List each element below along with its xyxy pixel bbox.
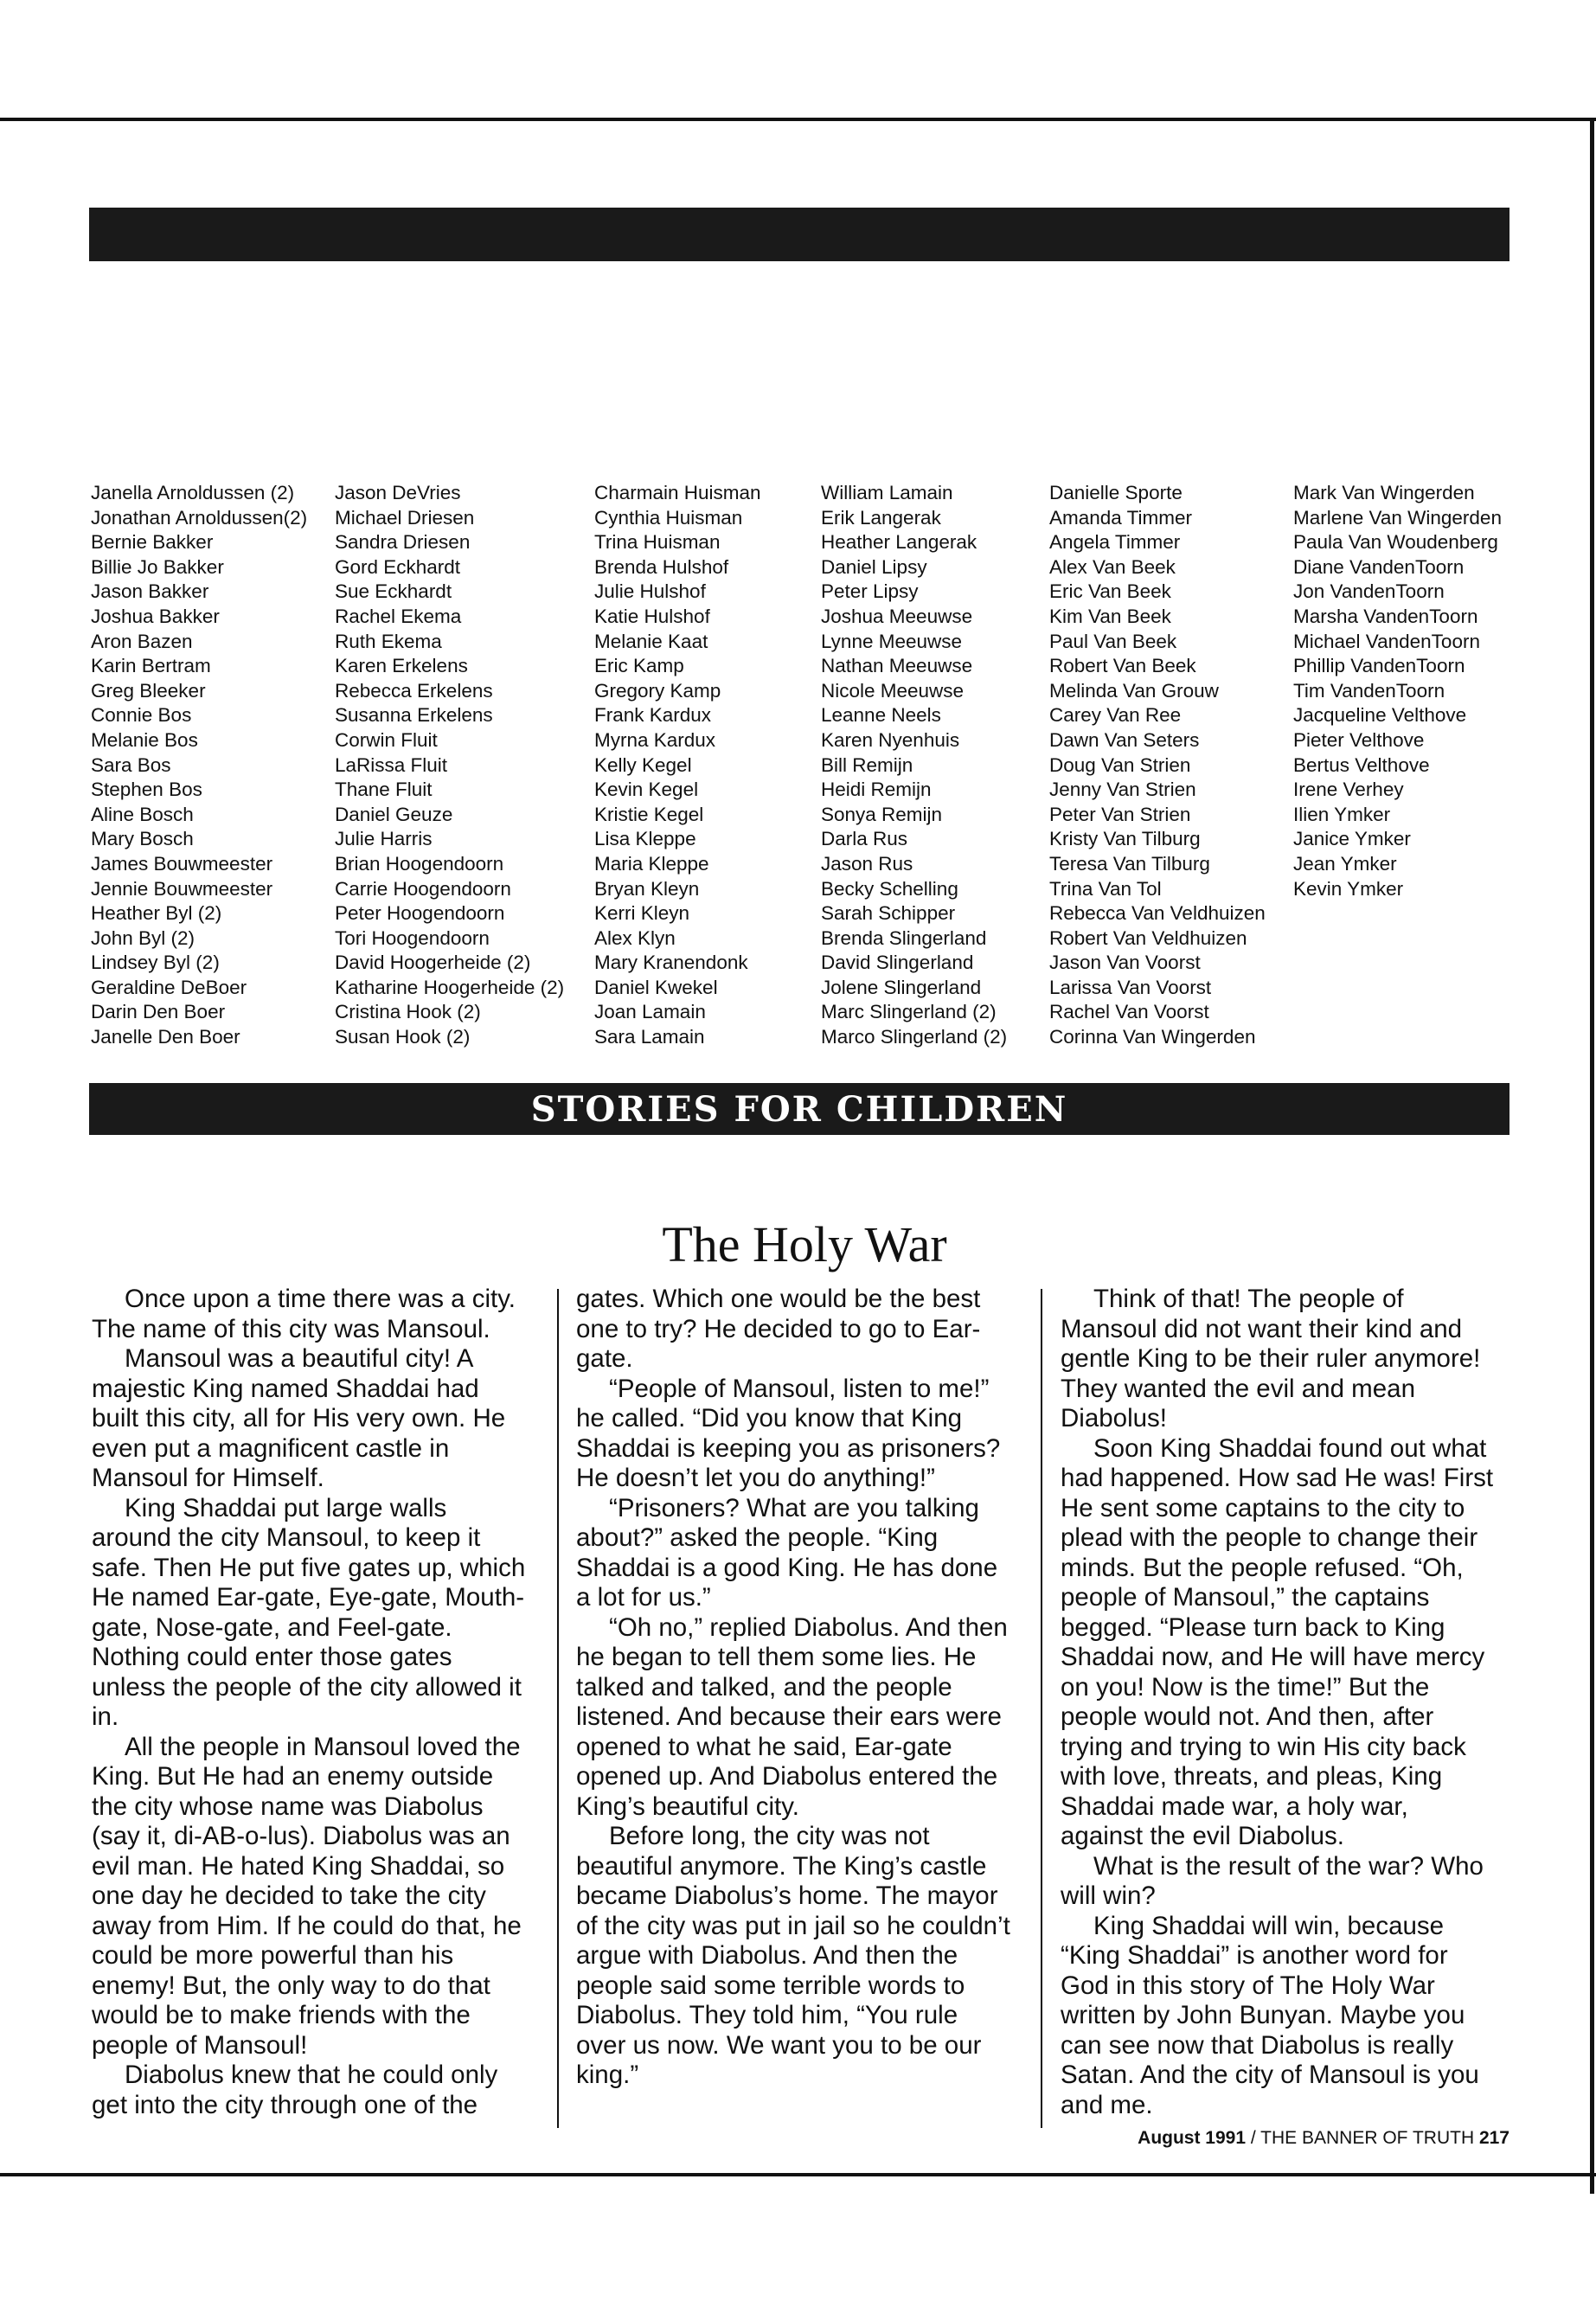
name-entry: Janella Arnoldussen (2) [91, 482, 295, 503]
name-entry: LaRissa Fluit [335, 753, 448, 776]
name-entry: Daniel Kwekel [594, 976, 718, 998]
name-entry: Carey Van Ree [1049, 704, 1182, 727]
name-entry: Doug Van Strien [1049, 753, 1191, 776]
name-entry: Michael VandenToorn [1293, 630, 1480, 652]
name-entry: Mary Bosch [91, 828, 194, 850]
name-entry: Lynne Meeuwse [821, 630, 963, 652]
name-entry: Janelle Den Boer [91, 1026, 240, 1048]
name-entry: Alex Van Beek [1049, 555, 1176, 578]
story-paragraph: Think of that! The people of Mansoul did not want their kind and gentle King to be their ruler anymore! They wanted the evil and mean Diabolus! [1061, 1285, 1481, 1433]
story-paragraph: Before long, the city was not beautiful anymore. The King’s castle became Diabolus’s home. The mayor of the city was put in jail so he couldn’t argue with Diabolus. And then the people said some terrible words to Diabolus. They told him, “You rule over us now. We want you to be our king.” [576, 1822, 1010, 2089]
header-bar [89, 208, 1509, 261]
name-entry: Danielle Sporte [1049, 482, 1183, 503]
name-entry: Darin Den Boer [91, 1001, 226, 1023]
name-entry: Brian Hoogendoorn [335, 852, 504, 875]
name-entry: Geraldine DeBoer [91, 976, 247, 998]
name-entry: Bill Remijn [821, 753, 913, 776]
name-entry: Phillip VandenToorn [1293, 655, 1465, 677]
name-entry: Gregory Kamp [594, 679, 721, 702]
name-entry: Karin Bertram [91, 655, 211, 677]
name-entry: Karen Nyenhuis [821, 728, 960, 751]
name-entry: James Bouwmeester [91, 852, 273, 875]
name-entry: Carrie Hoogendoorn [335, 877, 511, 900]
names-list [91, 481, 1527, 1061]
name-entry: Mary Kranendonk [594, 952, 748, 974]
story-column-1 [92, 1285, 529, 2120]
name-entry: Sara Lamain [594, 1026, 705, 1048]
name-entry: Daniel Lipsy [821, 555, 927, 578]
name-entry: Amanda Timmer [1049, 506, 1193, 529]
name-entry: Melinda Van Grouw [1049, 679, 1219, 702]
name-entry: Ruth Ekema [335, 630, 442, 652]
name-entry: Cristina Hook (2) [335, 1001, 481, 1023]
names-column-2 [335, 481, 564, 1050]
name-entry: Jacqueline Velthove [1293, 704, 1467, 727]
name-entry: Sarah Schipper [821, 902, 956, 925]
name-entry: Brenda Hulshof [594, 555, 729, 578]
name-entry: Melanie Bos [91, 728, 198, 751]
name-entry: Kevin Ymker [1293, 877, 1404, 900]
story-paragraph: gates. Which one would be the best one to try? He decided to go to Ear-gate. [576, 1285, 981, 1373]
name-entry: Melanie Kaat [594, 630, 708, 652]
name-entry: Tori Hoogendoorn [335, 926, 490, 949]
name-entry: Maria Kleppe [594, 852, 709, 875]
name-entry: Larissa Van Voorst [1049, 976, 1212, 998]
story-paragraph: Diabolus knew that he could only get into the city through one of the [92, 2061, 498, 2119]
name-entry: Brenda Slingerland [821, 926, 987, 949]
name-entry: Angela Timmer [1049, 531, 1181, 554]
bottom-rule [0, 2173, 1596, 2176]
name-entry: Jason Bakker [91, 580, 209, 603]
name-entry: Joshua Bakker [91, 605, 220, 627]
name-entry: Corinna Van Wingerden [1049, 1026, 1256, 1048]
name-entry: Teresa Van Tilburg [1049, 852, 1210, 875]
name-entry: Stephen Bos [91, 779, 202, 801]
name-entry: Bertus Velthove [1293, 753, 1430, 776]
story-paragraph: What is the result of the war? Who will win? [1061, 1851, 1484, 1910]
name-entry: Jason Rus [821, 852, 913, 875]
name-entry: Gord Eckhardt [335, 555, 461, 578]
name-entry: Rachel Ekema [335, 605, 462, 627]
story-paragraph: Mansoul was a beautiful city! A majestic King named Shaddai had built this city, all for His very own. He even put a magnificent castle in Mansoul for Himself. [92, 1344, 506, 1492]
name-entry: Kevin Kegel [594, 779, 699, 801]
name-entry: Robert Van Beek [1049, 655, 1196, 677]
name-entry: Paul Van Beek [1049, 630, 1177, 652]
footer-publication: / THE BANNER OF TRUTH [1246, 2128, 1479, 2148]
name-entry: Eric Van Beek [1049, 580, 1171, 603]
name-entry: Paula Van Woudenberg [1293, 531, 1498, 554]
name-entry: Kristie Kegel [594, 803, 704, 825]
name-entry: Kristy Van Tilburg [1049, 828, 1201, 850]
story-title: The Holy War [662, 1216, 947, 1272]
footer-date: August 1991 [1138, 2128, 1247, 2148]
name-entry: Sandra Driesen [335, 531, 471, 554]
story-paragraph: King Shaddai will win, because “King Shaddai” is another word for God in this story of The Holy War written by John Bunyan. Maybe you can see now that Diabolus is really Satan. And the city of Mansoul is you and me. [1061, 1911, 1479, 2119]
name-entry: Susan Hook (2) [335, 1026, 471, 1048]
name-entry: Jason Van Voorst [1049, 952, 1201, 974]
name-entry: Heather Langerak [821, 531, 977, 554]
name-entry: John Byl (2) [91, 926, 195, 949]
name-entry: Eric Kamp [594, 655, 684, 677]
name-entry: Erik Langerak [821, 506, 941, 529]
name-entry: David Slingerland [821, 952, 974, 974]
name-entry: Jenny Van Strien [1049, 779, 1196, 801]
name-entry: Darla Rus [821, 828, 908, 850]
column-divider [1041, 1289, 1042, 2128]
name-entry: Katie Hulshof [594, 605, 710, 627]
name-entry: Diane VandenToorn [1293, 555, 1465, 578]
name-entry: Bernie Bakker [91, 531, 214, 554]
name-entry: Nicole Meeuwse [821, 679, 965, 702]
story-paragraph: “Oh no,” replied Diabolus. And then he began to tell them some lies. He talked and talked, and the people listened. And because their ears were opened to what he said, Ear-gate opened up. And Diabolus entered the King’s beautiful city. [576, 1612, 1008, 1821]
name-entry: Kelly Kegel [594, 753, 692, 776]
name-entry: Sue Eckhardt [335, 580, 452, 603]
name-entry: Joan Lamain [594, 1001, 706, 1023]
name-entry: Tim VandenToorn [1293, 679, 1445, 702]
right-rule [1590, 118, 1594, 2194]
name-entry: Bryan Kleyn [594, 877, 700, 900]
section-title: STORIES FOR CHILDREN [530, 1088, 1068, 1130]
name-entry: Jennie Bouwmeester [91, 877, 273, 900]
name-entry: Cynthia Huisman [594, 506, 743, 529]
name-entry: Corwin Fluit [335, 728, 438, 751]
names-column-6 [1293, 481, 1502, 901]
name-entry: Jean Ymker [1293, 852, 1397, 875]
story-paragraph: “People of Mansoul, listen to me!” he called. “Did you know that King Shaddai is keeping you as prisoners? He doesn’t let you do anything!” [576, 1374, 1001, 1492]
name-entry: Lindsey Byl (2) [91, 952, 220, 974]
page-number: 217 [1478, 2128, 1509, 2148]
top-rule [0, 118, 1596, 121]
story-paragraph: “Prisoners? What are you talking about?” asked the people. “King Shaddai is a good King. He has done a lot for us.” [576, 1493, 998, 1612]
name-entry: Jason DeVries [335, 482, 461, 503]
name-entry: Marco Slingerland (2) [821, 1026, 1008, 1048]
names-column-3 [594, 481, 761, 1050]
name-entry: Katharine Hoogerheide (2) [335, 976, 565, 998]
story-paragraph: King Shaddai put large walls around the city Mansoul, to keep it safe. Then He put five gates up, which He named Ear-gate, Eye-gate, Mouth-gate, Nose-gate, and Feel-gate. Nothing could enter those gates unless the people of the city allowed it in. [92, 1493, 526, 1731]
name-entry: Jolene Slingerland [821, 976, 982, 998]
name-entry: Frank Kardux [594, 704, 712, 727]
name-entry: Heather Byl (2) [91, 902, 222, 925]
name-entry: Rachel Van Voorst [1049, 1001, 1209, 1023]
name-entry: Janice Ymker [1293, 828, 1411, 850]
name-entry: Ilien Ymker [1293, 803, 1391, 825]
name-entry: Nathan Meeuwse [821, 655, 973, 677]
name-entry: Mark Van Wingerden [1293, 482, 1475, 503]
name-entry: Julie Harris [335, 828, 433, 850]
story-paragraph: All the people in Mansoul loved the King. But He had an enemy outside the city whose name was Diabolus (say it, di-AB-o-lus). Diabolus was an evil man. He hated King Shaddai, so one day he decided to take the city away from Him. If he could do that, he could be more powerful than his enemy! But, the only way to do that would be to make friends with the people of Mansoul! [92, 1732, 522, 2060]
name-entry: Aron Bazen [91, 630, 193, 652]
name-entry: Thane Fluit [335, 779, 433, 801]
names-column-4 [821, 481, 1007, 1050]
name-entry: Daniel Geuze [335, 803, 453, 825]
story-column-3 [1061, 1285, 1497, 2120]
name-entry: Greg Bleeker [91, 679, 206, 702]
story-column-2 [576, 1285, 1013, 2091]
name-entry: Trina Huisman [594, 531, 721, 554]
name-entry: Robert Van Veldhuizen [1049, 926, 1247, 949]
name-entry: Kerri Kleyn [594, 902, 690, 925]
name-entry: Michael Driesen [335, 506, 475, 529]
name-entry: William Lamain [821, 482, 953, 503]
name-entry: Susanna Erkelens [335, 704, 493, 727]
name-entry: Rebecca Van Veldhuizen [1049, 902, 1266, 925]
name-entry: Lisa Kleppe [594, 828, 696, 850]
name-entry: Peter Hoogendoorn [335, 902, 505, 925]
name-entry: Marsha VandenToorn [1293, 605, 1478, 627]
name-entry: Pieter Velthove [1293, 728, 1425, 751]
name-entry: Heidi Remijn [821, 779, 932, 801]
name-entry: Dawn Van Seters [1049, 728, 1200, 751]
name-entry: Peter Van Strien [1049, 803, 1191, 825]
story-paragraph: Once upon a time there was a city. The name of this city was Mansoul. [92, 1285, 516, 1343]
page-footer [1038, 2128, 1509, 2149]
column-divider [557, 1289, 559, 2128]
name-entry: Myrna Kardux [594, 728, 716, 751]
name-entry: Trina Van Tol [1049, 877, 1162, 900]
names-column-1 [91, 481, 307, 1050]
name-entry: Kim Van Beek [1049, 605, 1171, 627]
name-entry: Aline Bosch [91, 803, 194, 825]
name-entry: Connie Bos [91, 704, 192, 727]
name-entry: Rebecca Erkelens [335, 679, 493, 702]
name-entry: Julie Hulshof [594, 580, 706, 603]
name-entry: David Hoogerheide (2) [335, 952, 531, 974]
name-entry: Karen Erkelens [335, 655, 468, 677]
name-entry: Sonya Remijn [821, 803, 943, 825]
name-entry: Sara Bos [91, 753, 171, 776]
name-entry: Joshua Meeuwse [821, 605, 973, 627]
name-entry: Marc Slingerland (2) [821, 1001, 997, 1023]
name-entry: Peter Lipsy [821, 580, 919, 603]
section-banner [89, 1083, 1509, 1135]
name-entry: Billie Jo Bakker [91, 555, 224, 578]
name-entry: Marlene Van Wingerden [1293, 506, 1502, 529]
name-entry: Jonathan Arnoldussen(2) [91, 506, 308, 529]
name-entry: Alex Klyn [594, 926, 676, 949]
name-entry: Charmain Huisman [594, 482, 761, 503]
name-entry: Irene Verhey [1293, 779, 1404, 801]
names-column-5 [1049, 481, 1266, 1050]
name-entry: Jon VandenToorn [1293, 580, 1445, 603]
name-entry: Becky Schelling [821, 877, 958, 900]
name-entry: Leanne Neels [821, 704, 941, 727]
story-paragraph: Soon King Shaddai found out what had happened. How sad He was! First He sent some captains to the city to plead with the people to change their minds. But the people refused. “Oh, people of Mansoul,” the captains begged. “Please turn back to King Shaddai now, and He will have mercy on you! Now is the time!” But the people would not. And then, after trying and trying to win His city back with love, threats, and pleas, King Shaddai made war, a holy war, against the evil Diabolus. [1061, 1433, 1494, 1850]
